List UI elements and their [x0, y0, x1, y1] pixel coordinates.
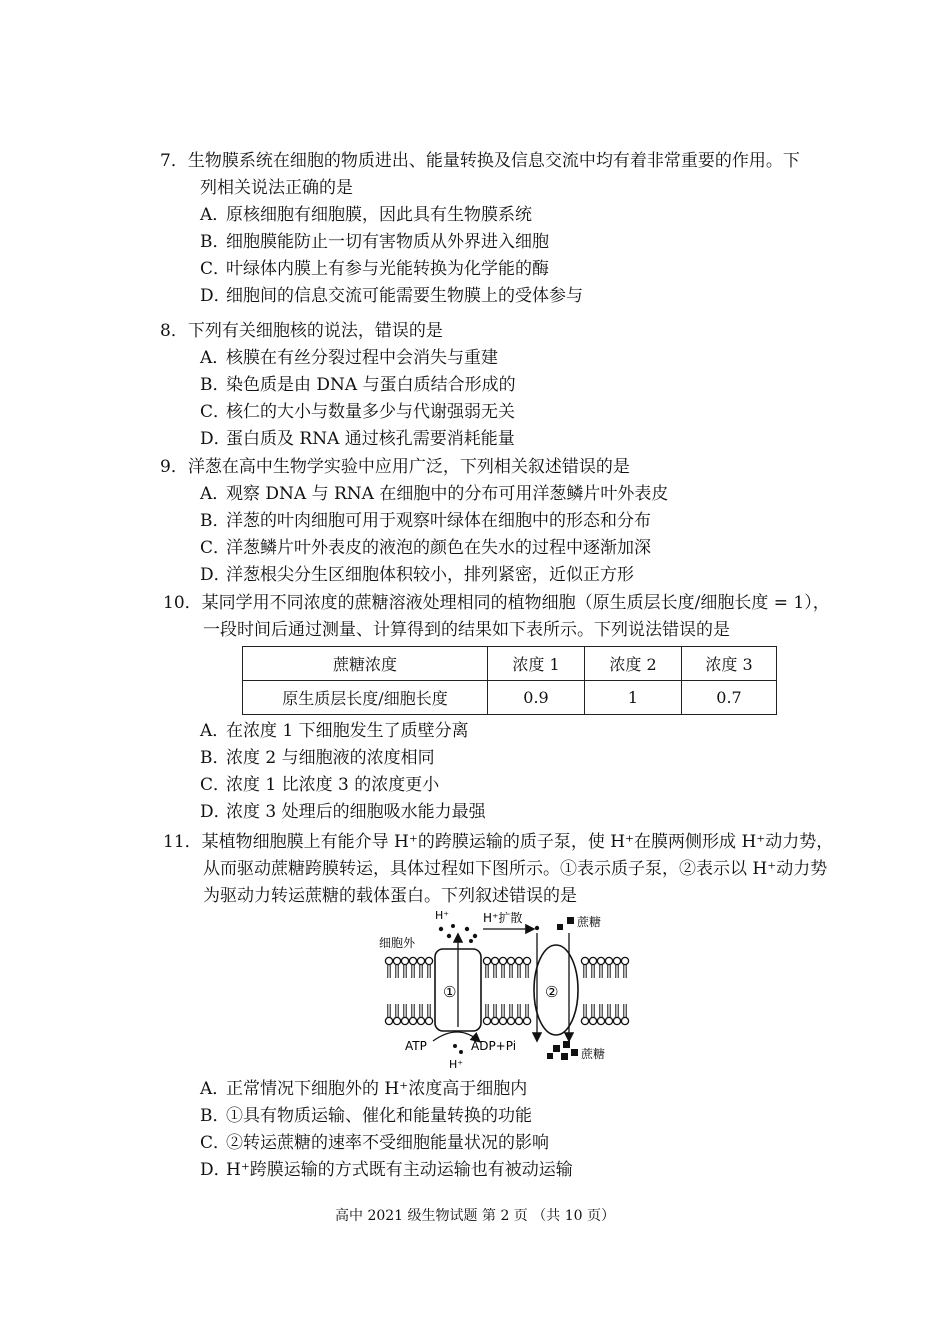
question-7: [160, 148, 880, 310]
table-header-cell: 蔗糖浓度: [243, 647, 488, 681]
sucrose-square: [557, 924, 563, 930]
question-11-options: [160, 1076, 880, 1184]
question-8: [160, 318, 880, 453]
question-10-stem-line2: 一段时间后通过测量、计算得到的结果如下表所示。下列说法错误的是: [203, 620, 730, 640]
h-bottom-label: H⁺: [449, 1058, 464, 1071]
option-b: B．①具有物质运输、催化和能量转换的功能: [200, 1106, 532, 1126]
question-9: [160, 454, 880, 589]
question-11-stem-line2: 从而驱动蔗糖跨膜转运，具体过程如下图所示。①表示质子泵，②表示以 H⁺动力势: [203, 859, 828, 879]
question-9-stem: 9．洋葱在高中生物学实验中应用广泛，下列相关叙述错误的是: [160, 457, 630, 477]
option-d: D．浓度 3 处理后的细胞吸水能力最强: [200, 802, 486, 822]
table-cell: 0.7: [682, 681, 777, 715]
table-header-cell: 浓度 2: [585, 647, 682, 681]
sucrose-bottom-label: 蔗糖: [581, 1047, 606, 1061]
option-d: D．洋葱根尖分生区细胞体积较小，排列紧密，近似正方形: [200, 565, 634, 585]
option-d: D．H⁺跨膜运输的方式既有主动运输也有被动运输: [200, 1160, 573, 1180]
option-b: B．浓度 2 与细胞液的浓度相同: [200, 748, 435, 768]
proton-pump-diagram: [375, 905, 645, 1075]
table-cell: 1: [585, 681, 682, 715]
table-cell: 0.9: [488, 681, 585, 715]
sucrose-top-label: 蔗糖: [577, 915, 602, 929]
option-c: C．核仁的大小与数量多少与代谢强弱无关: [200, 402, 515, 422]
table-row: [243, 681, 777, 715]
h-diffusion-label: H⁺扩散: [483, 911, 523, 925]
question-10: [163, 590, 883, 644]
option-a: A．正常情况下细胞外的 H⁺浓度高于细胞内: [200, 1079, 528, 1099]
option-c: C．②转运蔗糖的速率不受细胞能量状况的影响: [200, 1133, 549, 1153]
option-c: C．浓度 1 比浓度 3 的浓度更小: [200, 775, 440, 795]
carrier-label: ②: [545, 983, 559, 1001]
question-11-stem-line3: 为驱动力转运蔗糖的载体蛋白。下列叙述错误的是: [203, 886, 577, 906]
atp-label: ATP: [405, 1039, 427, 1053]
option-a: A．观察 DNA 与 RNA 在细胞中的分布可用洋葱鳞片叶外表皮: [200, 484, 669, 504]
option-a: A．在浓度 1 下细胞发生了质壁分离: [200, 721, 469, 741]
adp-label: ADP+Pi: [471, 1039, 517, 1053]
option-c: C．洋葱鳞片叶外表皮的液泡的颜色在失水的过程中逐渐加深: [200, 538, 651, 558]
option-b: B．洋葱的叶肉细胞可用于观察叶绿体在细胞中的形态和分布: [200, 511, 651, 531]
table-header-cell: 浓度 3: [682, 647, 777, 681]
question-10-stem-line1: 10．某同学用不同浓度的蔗糖溶液处理相同的植物细胞（原生质层长度/细胞长度 = 1），: [163, 593, 830, 613]
question-7-stem-line2: 列相关说法正确的是: [200, 178, 353, 198]
proton-dots-outside: [439, 924, 539, 943]
option-a: A．核膜在有丝分裂过程中会消失与重建: [200, 348, 498, 368]
question-10-options: [160, 718, 880, 826]
question-7-stem-line1: 7．生物膜系统在细胞的物质进出、能量转换及信息交流中均有着非常重要的作用。下: [160, 151, 800, 171]
question-8-stem: 8．下列有关细胞核的说法，错误的是: [160, 321, 443, 341]
option-d: D．细胞间的信息交流可能需要生物膜上的受体参与: [200, 286, 583, 306]
table-header-cell: 浓度 1: [488, 647, 585, 681]
option-b: B．染色质是由 DNA 与蛋白质结合形成的: [200, 375, 516, 395]
sucrose-square: [567, 917, 574, 924]
results-table: [242, 646, 777, 715]
pump-label: ①: [443, 983, 457, 1001]
h-top-label: H⁺: [435, 909, 450, 922]
table-header-row: [243, 647, 777, 681]
page-footer: 高中 2021 级生物试题 第 2 页 （共 10 页）: [335, 1208, 615, 1224]
option-c: C．叶绿体内膜上有参与光能转换为化学能的酶: [200, 259, 549, 279]
question-11: [163, 829, 883, 910]
option-a: A．原核细胞有细胞膜，因此具有生物膜系统: [200, 205, 532, 225]
outside-label: 细胞外: [379, 936, 416, 950]
question-11-stem-line1: 11．某植物细胞膜上有能介导 H⁺的跨膜运输的质子泵，使 H⁺在膜两侧形成 H⁺动力势，: [163, 832, 834, 852]
option-b: B．细胞膜能防止一切有害物质从外界进入细胞: [200, 232, 549, 252]
sucrose-inside: [547, 1041, 578, 1060]
table-cell: 原生质层长度/细胞长度: [243, 681, 488, 715]
option-d: D．蛋白质及 RNA 通过核孔需要消耗能量: [200, 429, 515, 449]
lipid-bilayer: [385, 957, 628, 1024]
